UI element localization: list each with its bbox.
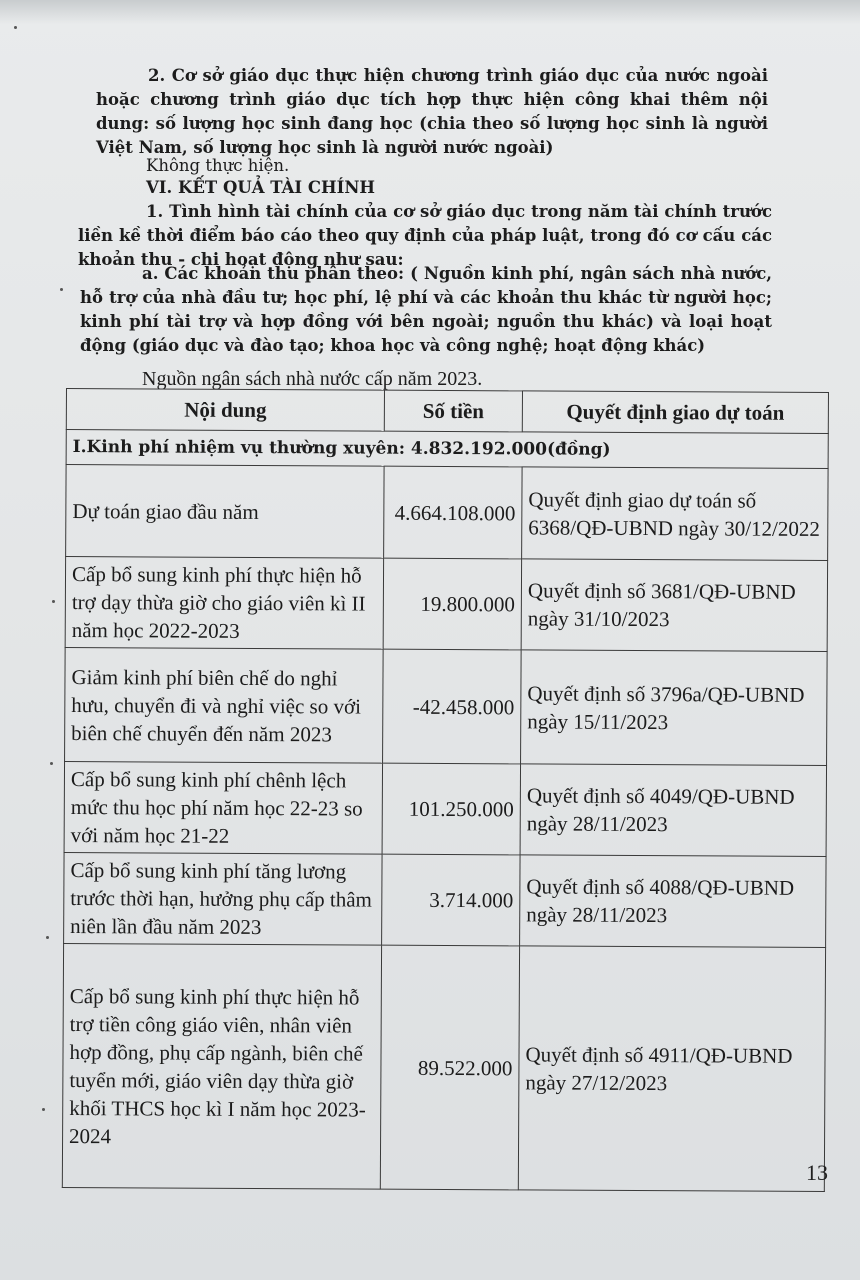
table-row	[65, 647, 828, 765]
table-row	[66, 465, 828, 561]
row-amount: 89.522.000	[380, 945, 519, 1190]
scan-speck	[60, 288, 63, 291]
row-content: Giảm kinh phí biên chế do nghỉ hưu, chuyển đi và nghỉ việc so với biên chế chuyển đến năm 2023	[65, 647, 384, 763]
scan-speck	[46, 936, 49, 939]
header-decision: Quyết định giao dự toán	[522, 391, 828, 434]
table-row	[65, 557, 827, 652]
row-content: Cấp bổ sung kinh phí thực hiện hỗ trợ dạy thừa giờ cho giáo viên kì II năm học 2022-2023	[65, 557, 383, 650]
row-amount: -42.458.000	[383, 649, 522, 764]
row-content: Cấp bổ sung kinh phí thực hiện hỗ trợ tiền công giáo viên, nhân viên hợp đồng, phụ cấp ngành, biên chế tuyển mới, giáo viên dạy thừa giờ khối THCS học kì I năm học 2023-2024	[62, 943, 381, 1189]
page-shadow	[0, 0, 860, 24]
row-content: Dự toán giao đầu năm	[66, 465, 384, 559]
page-number: 13	[806, 1160, 828, 1185]
paragraph-not-implemented: Không thực hiện.	[146, 156, 290, 175]
table-section-row	[66, 430, 828, 469]
table-row	[64, 852, 826, 947]
paragraph-foreign-program: 2. Cơ sở giáo dục thực hiện chương trình giáo dục của nước ngoài hoặc chương trình giáo dục tích hợp thực hiện công khai thêm nội dung: số lượng học sinh đang học (chia theo số lượng học sinh là người Việt Nam, số lượng học sinh là người nước ngoài)	[96, 66, 768, 157]
row-amount: 4.664.108.000	[384, 466, 522, 559]
row-amount: 101.250.000	[382, 763, 520, 855]
row-decision: Quyết định số 4088/QĐ-UBND ngày 28/11/2023	[520, 855, 826, 948]
row-decision: Quyết định số 3796a/QĐ-UBND ngày 15/11/2023	[521, 650, 828, 766]
header-amount: Số tiền	[384, 390, 522, 432]
table-header-row	[66, 389, 828, 434]
row-decision: Quyết định số 4049/QĐ-UBND ngày 28/11/2023	[520, 764, 826, 857]
row-amount: 3.714.000	[382, 854, 520, 946]
scan-speck	[50, 762, 53, 765]
scan-speck	[42, 1108, 45, 1111]
table-row	[64, 761, 826, 856]
header-content: Nội dung	[66, 389, 384, 432]
section-heading-financial-results: VI. KẾT QUẢ TÀI CHÍNH	[146, 178, 376, 197]
scan-speck	[14, 26, 17, 29]
row-amount: 19.800.000	[383, 558, 521, 650]
scan-speck	[52, 600, 55, 603]
budget-table	[62, 388, 829, 1192]
paragraph-financial-situation: 1. Tình hình tài chính của cơ sở giáo dục trong năm tài chính trước liền kề thời điểm báo cáo theo quy định của pháp luật, trong đó cơ cấu các khoản thu - chi hoạt động như sau:	[78, 202, 772, 269]
table-row	[62, 943, 825, 1191]
row-decision: Quyết định giao dự toán số 6368/QĐ-UBND ngày 30/12/2022	[522, 467, 828, 561]
row-decision: Quyết định số 3681/QĐ-UBND ngày 31/10/2023	[521, 559, 827, 652]
row-content: Cấp bổ sung kinh phí tăng lương trước thời hạn, hưởng phụ cấp thâm niên lần đầu năm 2023	[64, 852, 382, 945]
paragraph-revenue-categories: a. Các khoản thu phân theo: ( Nguồn kinh phí, ngân sách nhà nước, hỗ trợ của nhà đầu tư; học phí, lệ phí và các khoản thu khác từ người học; kinh phí tài trợ và hợp đồng với bên ngoài; nguồn thu khác) và loại hoạt động (giáo dục và đào tạo; khoa học và công nghệ; hoạt động khác)	[80, 264, 772, 355]
section-title: I.Kinh phí nhiệm vụ thường xuyên: 4.832.192.000(đồng)	[66, 430, 828, 469]
table-caption: Nguồn ngân sách nhà nước cấp năm 2023.	[142, 368, 483, 390]
row-content: Cấp bổ sung kinh phí chênh lệch mức thu học phí năm học 22-23 so với năm học 21-22	[64, 761, 382, 854]
row-decision: Quyết định số 4911/QĐ-UBND ngày 27/12/2023	[518, 946, 825, 1192]
